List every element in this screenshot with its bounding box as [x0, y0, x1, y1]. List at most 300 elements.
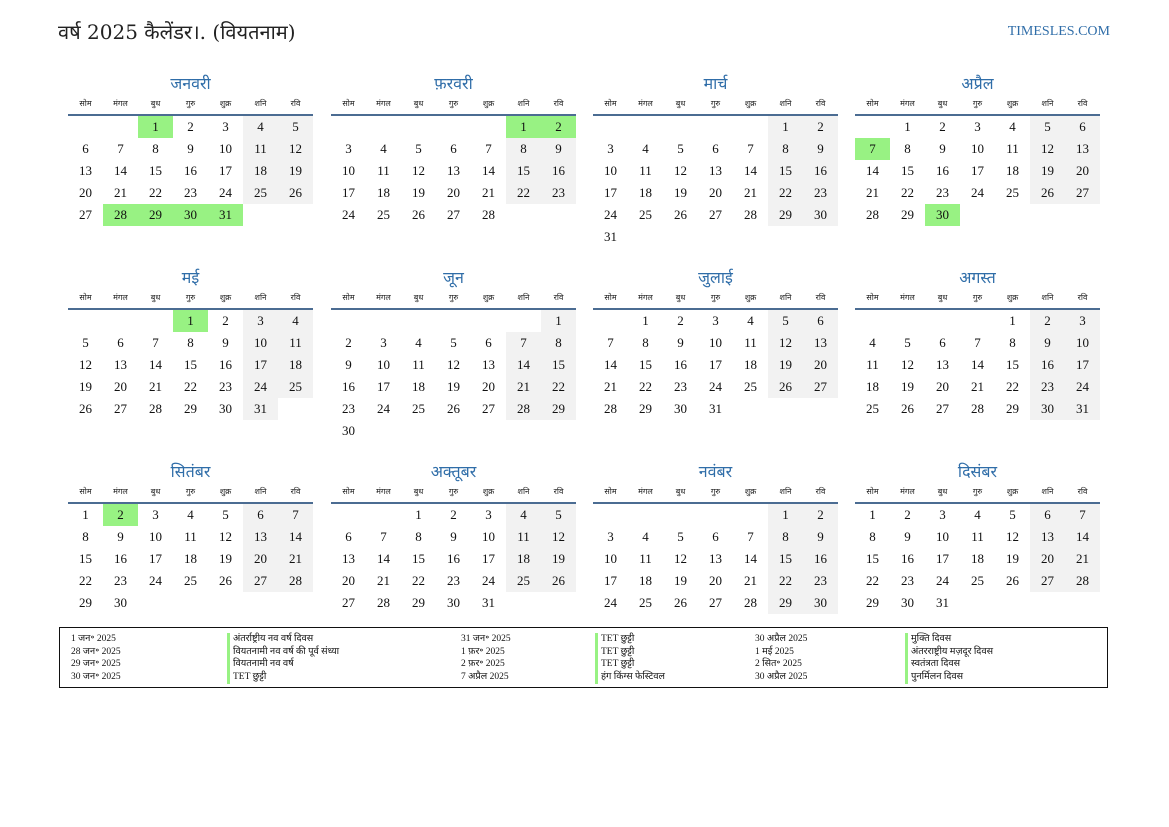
day-cell: 3 — [222, 119, 229, 134]
day-cell: 17 — [219, 163, 232, 178]
weekday-label: शनि — [254, 293, 267, 302]
day-cell: 6 — [1030, 504, 1065, 526]
day-cell: 22 — [412, 573, 425, 588]
day-cell: 18 — [412, 379, 425, 394]
empty-cell — [663, 116, 698, 138]
weekday-label: शुक्र — [219, 487, 232, 496]
day-cell: 13 — [114, 357, 127, 372]
day-cell: 28 — [278, 570, 313, 592]
day-cell: 10 — [604, 163, 617, 178]
day-cell: 17 — [149, 551, 162, 566]
day-cell: 15 — [1006, 357, 1019, 372]
weekday-label: गुरु — [710, 99, 721, 108]
day-cell: 24 — [1065, 376, 1100, 398]
day-cell: 8 — [541, 332, 576, 354]
legend-date: 31 जन॰ 2025 — [461, 634, 511, 644]
weekday-label: सोम — [342, 487, 355, 496]
weekday-header — [68, 486, 313, 504]
month-name: दिसंबर — [957, 462, 998, 481]
empty-cell — [506, 310, 541, 332]
empty-cell — [855, 310, 890, 332]
day-cell: 7 — [485, 141, 492, 156]
empty-cell — [401, 310, 436, 332]
weekday-label: शनि — [1041, 293, 1054, 302]
day-cell: 3 — [1065, 310, 1100, 332]
day-cell: 5 — [768, 310, 803, 332]
day-cell: 2 — [222, 313, 229, 328]
day-cell: 26 — [1030, 182, 1065, 204]
day-cell: 2 — [345, 335, 352, 350]
weekday-label: मंगल — [376, 99, 391, 108]
day-cell: 12 — [901, 357, 914, 372]
day-cell: 23 — [342, 401, 355, 416]
day-cell: 23 — [674, 379, 687, 394]
day-cell: 4 — [187, 507, 194, 522]
weekday-header — [855, 98, 1100, 116]
weekday-label: बुध — [413, 487, 424, 496]
weekday-header — [593, 486, 838, 504]
day-cell: 23 — [803, 182, 838, 204]
day-cell: 19 — [541, 548, 576, 570]
day-cell: 9 — [803, 138, 838, 160]
day-cell: 29 — [866, 595, 879, 610]
day-cell: 17 — [377, 379, 390, 394]
weekday-label: सोम — [342, 293, 355, 302]
day-cell: 8 — [82, 529, 89, 544]
day-cell: 27 — [114, 401, 127, 416]
day-cell: 21 — [971, 379, 984, 394]
day-cell: 25 — [184, 573, 197, 588]
weekday-label: शनि — [517, 293, 530, 302]
legend-date: 30 अप्रैल 2025 — [755, 671, 808, 682]
day-cell: 16 — [541, 160, 576, 182]
day-cell: 5 — [541, 504, 576, 526]
weekday-label: सोम — [79, 99, 92, 108]
day-cell: 16 — [342, 379, 355, 394]
day-cell: 20 — [1065, 160, 1100, 182]
day-cell: 14 — [744, 551, 757, 566]
day-cell: 17 — [243, 354, 278, 376]
weekday-label: शुक्र — [1006, 487, 1019, 496]
weekday-label: शुक्र — [482, 293, 495, 302]
day-cell: 27 — [342, 595, 355, 610]
day-cell: 24 — [342, 207, 355, 222]
legend-holiday-name: अंतरराष्ट्रीय मज़दूर दिवस — [905, 646, 993, 659]
weekday-label: शुक्र — [744, 293, 757, 302]
weekday-label: बुध — [937, 293, 948, 302]
day-cell: 24 — [219, 185, 232, 200]
day-cell: 2 — [803, 504, 838, 526]
day-cell: 14 — [1065, 526, 1100, 548]
day-cell: 5 — [82, 335, 89, 350]
day-cell: 30 — [803, 592, 838, 614]
weekday-header — [331, 486, 576, 504]
day-cell: 14 — [149, 357, 162, 372]
day-cell: 5 — [1009, 507, 1016, 522]
day-cell: 9 — [677, 335, 684, 350]
month-name: अप्रैल — [961, 74, 994, 93]
day-cell: 18 — [971, 551, 984, 566]
day-cell: 17 — [709, 357, 722, 372]
day-cell: 8 — [152, 141, 159, 156]
legend-holiday-name: पुनर्मिलन दिवस — [905, 671, 963, 684]
day-cell: 11 — [1006, 141, 1019, 156]
day-cell: 1 — [415, 507, 422, 522]
day-cell: 16 — [803, 548, 838, 570]
day-cell: 26 — [278, 182, 313, 204]
day-cell: 11 — [412, 357, 425, 372]
day-cell: 28 — [377, 595, 390, 610]
day-cell: 19 — [447, 379, 460, 394]
day-cell: 25 — [866, 401, 879, 416]
day-cell: 19 — [1006, 551, 1019, 566]
day-cell: 20 — [114, 379, 127, 394]
day-cell: 13 — [243, 526, 278, 548]
day-cell: 13 — [79, 163, 92, 178]
day-cell: 8 — [904, 141, 911, 156]
day-cell: 22 — [639, 379, 652, 394]
day-cell: 14 — [278, 526, 313, 548]
empty-cell — [733, 504, 768, 526]
empty-cell — [331, 310, 366, 332]
day-cell: 9 — [450, 529, 457, 544]
weekday-label: शुक्र — [219, 99, 232, 108]
day-cell: 15 — [184, 357, 197, 372]
day-cell: 14 — [744, 163, 757, 178]
day-cell: 29 — [639, 401, 652, 416]
day-cell: 16 — [674, 357, 687, 372]
day-cell: 19 — [674, 185, 687, 200]
legend-date: 30 जन॰ 2025 — [71, 671, 121, 682]
day-cell: 13 — [342, 551, 355, 566]
day-cell: 4 — [642, 529, 649, 544]
day-cell: 10 — [342, 163, 355, 178]
day-cell: 8 — [506, 138, 541, 160]
day-cell: 22 — [1006, 379, 1019, 394]
holiday-day-cell: 1 — [506, 116, 541, 138]
day-cell: 15 — [639, 357, 652, 372]
holiday-day-cell: 2 — [541, 116, 576, 138]
weekday-label: बुध — [150, 99, 161, 108]
day-cell: 19 — [901, 379, 914, 394]
weekday-label: रवि — [815, 99, 826, 108]
day-cell: 18 — [866, 379, 879, 394]
day-cell: 30 — [342, 423, 355, 438]
month-name: अगस्त — [959, 268, 996, 287]
day-cell: 30 — [674, 401, 687, 416]
site-link[interactable]: TIMESLES.COM — [1007, 24, 1110, 39]
day-cell: 17 — [1065, 354, 1100, 376]
day-cell: 29 — [901, 207, 914, 222]
day-cell: 19 — [412, 185, 425, 200]
day-cell: 10 — [936, 529, 949, 544]
weekday-header — [68, 292, 313, 310]
day-cell: 12 — [79, 357, 92, 372]
day-cell: 15 — [79, 551, 92, 566]
month-name: नवंबर — [698, 462, 733, 481]
weekday-label: सोम — [604, 293, 617, 302]
day-cell: 4 — [506, 504, 541, 526]
day-cell: 6 — [243, 504, 278, 526]
day-cell: 21 — [1065, 548, 1100, 570]
day-grid — [855, 310, 1100, 420]
day-cell: 24 — [149, 573, 162, 588]
day-cell: 3 — [607, 141, 614, 156]
day-cell: 8 — [415, 529, 422, 544]
day-cell: 19 — [768, 354, 803, 376]
day-cell: 3 — [152, 507, 159, 522]
day-cell: 7 — [747, 141, 754, 156]
day-cell: 9 — [939, 141, 946, 156]
day-grid — [331, 116, 576, 226]
day-cell: 9 — [1030, 332, 1065, 354]
weekday-label: बुध — [150, 293, 161, 302]
day-cell: 2 — [450, 507, 457, 522]
day-cell: 23 — [901, 573, 914, 588]
day-cell: 27 — [1030, 570, 1065, 592]
weekday-label: मंगल — [113, 293, 128, 302]
day-cell: 14 — [971, 357, 984, 372]
day-grid — [855, 116, 1100, 226]
empty-cell — [103, 310, 138, 332]
day-cell: 15 — [149, 163, 162, 178]
day-cell: 11 — [243, 138, 278, 160]
day-cell: 12 — [278, 138, 313, 160]
day-cell: 25 — [506, 570, 541, 592]
day-cell: 16 — [803, 160, 838, 182]
holiday-day-cell: 30 — [173, 204, 208, 226]
day-cell: 10 — [243, 332, 278, 354]
empty-cell — [366, 310, 401, 332]
weekday-label: गुरु — [972, 293, 983, 302]
day-cell: 7 — [747, 529, 754, 544]
day-cell: 18 — [278, 354, 313, 376]
legend-date: 29 जन॰ 2025 — [71, 659, 121, 669]
weekday-label: सोम — [604, 487, 617, 496]
day-cell: 16 — [936, 163, 949, 178]
day-cell: 5 — [677, 529, 684, 544]
weekday-label: शनि — [779, 99, 792, 108]
legend-date: 7 अप्रैल 2025 — [461, 671, 509, 682]
empty-cell — [331, 504, 366, 526]
weekday-label: शुक्र — [219, 293, 232, 302]
day-cell: 27 — [1065, 182, 1100, 204]
day-cell: 6 — [712, 529, 719, 544]
day-cell: 17 — [482, 551, 495, 566]
day-cell: 3 — [243, 310, 278, 332]
day-cell: 10 — [149, 529, 162, 544]
day-cell: 7 — [278, 504, 313, 526]
day-cell: 3 — [712, 313, 719, 328]
day-cell: 7 — [974, 335, 981, 350]
day-cell: 30 — [114, 595, 127, 610]
day-cell: 10 — [377, 357, 390, 372]
month-name: सितंबर — [170, 462, 211, 481]
day-cell: 18 — [506, 548, 541, 570]
day-cell: 1 — [904, 119, 911, 134]
day-cell: 16 — [114, 551, 127, 566]
day-cell: 8 — [768, 526, 803, 548]
weekday-label: मंगल — [900, 99, 915, 108]
day-cell: 29 — [768, 204, 803, 226]
month-name: जून — [443, 268, 464, 287]
day-cell: 13 — [447, 163, 460, 178]
day-cell: 20 — [709, 573, 722, 588]
day-cell: 3 — [380, 335, 387, 350]
weekday-label: सोम — [79, 293, 92, 302]
weekday-label: सोम — [604, 99, 617, 108]
day-cell: 13 — [709, 551, 722, 566]
day-cell: 29 — [1006, 401, 1019, 416]
day-cell: 21 — [506, 376, 541, 398]
weekday-label: गुरु — [185, 487, 196, 496]
day-cell: 29 — [79, 595, 92, 610]
day-cell: 7 — [117, 141, 124, 156]
day-cell: 16 — [1030, 354, 1065, 376]
empty-cell — [628, 116, 663, 138]
holiday-day-cell: 30 — [925, 204, 960, 226]
legend-date: 2 फ़र॰ 2025 — [461, 659, 505, 669]
day-cell: 27 — [447, 207, 460, 222]
day-cell: 9 — [904, 529, 911, 544]
weekday-label: शुक्र — [1006, 293, 1019, 302]
day-cell: 24 — [377, 401, 390, 416]
month-name: अक्तूबर — [430, 462, 477, 481]
day-cell: 5 — [1030, 116, 1065, 138]
weekday-label: शुक्र — [482, 99, 495, 108]
day-cell: 10 — [482, 529, 495, 544]
day-cell: 20 — [482, 379, 495, 394]
day-cell: 12 — [674, 163, 687, 178]
day-cell: 18 — [744, 357, 757, 372]
day-cell: 2 — [904, 507, 911, 522]
day-cell: 12 — [541, 526, 576, 548]
weekday-label: मंगल — [376, 293, 391, 302]
day-cell: 4 — [380, 141, 387, 156]
day-cell: 21 — [604, 379, 617, 394]
empty-cell — [628, 504, 663, 526]
weekday-label: शुक्र — [1006, 99, 1019, 108]
day-cell: 18 — [639, 185, 652, 200]
month-name: फ़रवरी — [434, 74, 473, 93]
day-cell: 4 — [642, 141, 649, 156]
day-cell: 8 — [642, 335, 649, 350]
holiday-day-cell: 28 — [103, 204, 138, 226]
holiday-day-cell: 2 — [103, 504, 138, 526]
empty-cell — [366, 504, 401, 526]
legend-holiday-name: स्वतंत्रता दिवस — [905, 658, 960, 671]
day-cell: 13 — [482, 357, 495, 372]
day-cell: 26 — [1006, 573, 1019, 588]
day-cell: 25 — [971, 573, 984, 588]
day-cell: 23 — [803, 570, 838, 592]
day-cell: 20 — [79, 185, 92, 200]
legend-date: 2 सित॰ 2025 — [755, 659, 802, 669]
day-cell: 4 — [415, 335, 422, 350]
day-cell: 15 — [768, 160, 803, 182]
day-grid — [593, 116, 838, 248]
day-cell: 31 — [482, 595, 495, 610]
day-cell: 17 — [936, 551, 949, 566]
day-cell: 6 — [939, 335, 946, 350]
holiday-day-cell: 29 — [138, 204, 173, 226]
weekday-label: बुध — [675, 99, 686, 108]
legend-holiday-name: हंग किंग्स फेस्टिवल — [595, 671, 665, 684]
day-cell: 21 — [744, 573, 757, 588]
day-cell: 14 — [482, 163, 495, 178]
day-cell: 20 — [342, 573, 355, 588]
day-cell: 31 — [1065, 398, 1100, 420]
day-cell: 2 — [939, 119, 946, 134]
day-cell: 10 — [219, 141, 232, 156]
day-cell: 5 — [904, 335, 911, 350]
month-block — [331, 460, 576, 614]
day-cell: 12 — [674, 551, 687, 566]
day-cell: 27 — [936, 401, 949, 416]
day-cell: 5 — [450, 335, 457, 350]
day-cell: 15 — [866, 551, 879, 566]
day-cell: 3 — [485, 507, 492, 522]
empty-cell — [733, 116, 768, 138]
weekday-label: शुक्र — [482, 487, 495, 496]
day-cell: 16 — [901, 551, 914, 566]
day-cell: 3 — [607, 529, 614, 544]
month-name: मार्च — [703, 74, 728, 93]
day-cell: 19 — [278, 160, 313, 182]
day-cell: 2 — [187, 119, 194, 134]
day-grid — [68, 310, 313, 420]
day-cell: 18 — [243, 160, 278, 182]
weekday-header — [855, 292, 1100, 310]
weekday-label: गुरु — [972, 487, 983, 496]
legend-holiday-name: वियतनामी नव वर्ष की पूर्व संध्या — [227, 646, 339, 659]
day-cell: 25 — [377, 207, 390, 222]
month-block — [855, 460, 1100, 614]
day-cell: 19 — [219, 551, 232, 566]
weekday-label: मंगल — [900, 487, 915, 496]
day-cell: 28 — [744, 595, 757, 610]
empty-cell — [401, 116, 436, 138]
empty-cell — [68, 116, 103, 138]
day-cell: 23 — [541, 182, 576, 204]
day-cell: 23 — [114, 573, 127, 588]
day-cell: 29 — [541, 398, 576, 420]
day-cell: 4 — [243, 116, 278, 138]
day-cell: 31 — [709, 401, 722, 416]
day-cell: 31 — [243, 398, 278, 420]
weekday-label: गुरु — [185, 99, 196, 108]
day-cell: 7 — [1065, 504, 1100, 526]
day-cell: 30 — [1030, 398, 1065, 420]
day-cell: 1 — [768, 504, 803, 526]
month-block — [855, 266, 1100, 420]
weekday-label: रवि — [290, 487, 301, 496]
legend-date: 1 फ़र॰ 2025 — [461, 646, 505, 657]
weekday-label: रवि — [815, 487, 826, 496]
day-cell: 26 — [447, 401, 460, 416]
day-cell: 17 — [971, 163, 984, 178]
day-cell: 4 — [1009, 119, 1016, 134]
weekday-label: गुरु — [448, 293, 459, 302]
day-cell: 20 — [936, 379, 949, 394]
day-cell: 4 — [869, 335, 876, 350]
day-cell: 25 — [278, 376, 313, 398]
day-grid — [593, 504, 838, 614]
legend-date: 30 अप्रैल 2025 — [755, 634, 808, 644]
day-cell: 26 — [674, 207, 687, 222]
weekday-label: शुक्र — [744, 487, 757, 496]
weekday-label: सोम — [866, 293, 879, 302]
